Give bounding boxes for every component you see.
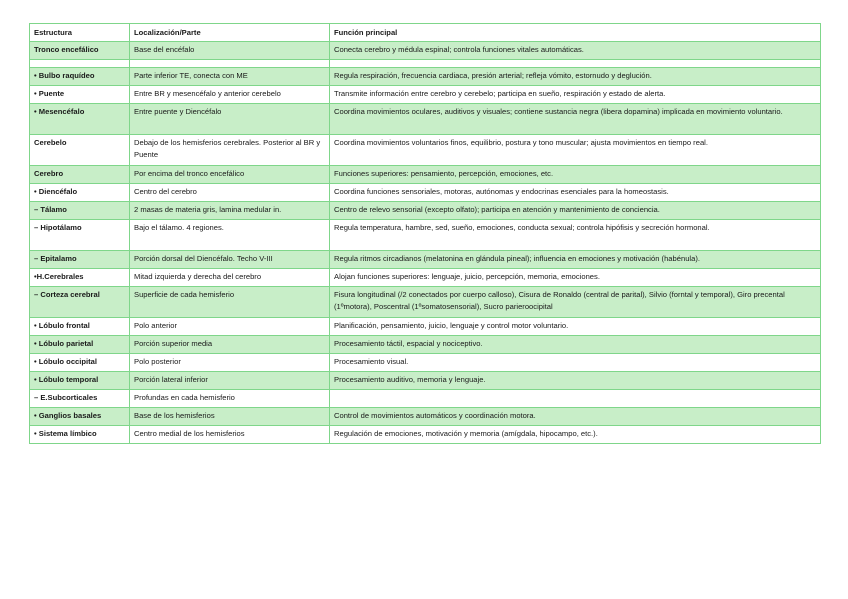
cell-estructura: Cerebelo	[30, 135, 130, 166]
cell-funcion	[330, 60, 821, 68]
cell-funcion: Regula ritmos circadianos (melatonina en glándula pineal); influencia en emociones y motivación (habénula).	[330, 251, 821, 269]
table-row	[30, 220, 821, 251]
cell-estructura: • Diencéfalo	[30, 184, 130, 202]
table-row	[30, 318, 821, 336]
cell-funcion	[330, 390, 821, 408]
cell-estructura: • Lóbulo temporal	[30, 372, 130, 390]
cell-funcion: Planificación, pensamiento, juicio, lenguaje y control motor voluntario.	[330, 318, 821, 336]
table-row	[30, 184, 821, 202]
table-row	[30, 408, 821, 426]
header-estructura: Estructura	[30, 24, 130, 42]
table-row	[30, 251, 821, 269]
cell-funcion: Coordina movimientos oculares, auditivos y visuales; contiene sustancia negra (libera dopamina) implicada en movimiento voluntario.	[330, 104, 821, 135]
cell-funcion: Funciones superiores: pensamiento, percepción, emociones, etc.	[330, 166, 821, 184]
table-row	[30, 372, 821, 390]
cell-localizacion: Polo anterior	[130, 318, 330, 336]
cell-localizacion: Polo posterior	[130, 354, 330, 372]
table-row	[30, 426, 821, 444]
cell-funcion: Coordina movimientos voluntarios finos, equilibrio, postura y tono muscular; ajusta movimientos en tiempo real.	[330, 135, 821, 166]
cell-funcion: Regula respiración, frecuencia cardiaca, presión arterial; refleja vómito, estornudo y deglución.	[330, 68, 821, 86]
cell-funcion: Coordina funciones sensoriales, motoras, autónomas y endocrinas esenciales para la homeostasis.	[330, 184, 821, 202]
cell-localizacion: Base del encéfalo	[130, 42, 330, 60]
cell-estructura: • Mesencéfalo	[30, 104, 130, 135]
cell-funcion: Alojan funciones superiores: lenguaje, juicio, percepción, memoria, emociones.	[330, 269, 821, 287]
table-row	[30, 42, 821, 60]
cell-localizacion: Superficie de cada hemisferio	[130, 287, 330, 318]
cell-funcion: Procesamiento táctil, espacial y nociceptivo.	[330, 336, 821, 354]
cell-localizacion: Entre puente y Diencéfalo	[130, 104, 330, 135]
cell-localizacion: Profundas en cada hemisferio	[130, 390, 330, 408]
header-row	[30, 24, 821, 42]
cell-funcion: Regulación de emociones, motivación y memoria (amígdala, hipocampo, etc.).	[330, 426, 821, 444]
cell-funcion: Regula temperatura, hambre, sed, sueño, emociones, conducta sexual; controla hipófisis y secreción hormonal.	[330, 220, 821, 251]
table-row	[30, 354, 821, 372]
cell-estructura: – Tálamo	[30, 202, 130, 220]
table-row	[30, 336, 821, 354]
table-row	[30, 269, 821, 287]
cell-localizacion: Parte inferior TE, conecta con ME	[130, 68, 330, 86]
cell-localizacion: Porción superior media	[130, 336, 330, 354]
cell-localizacion	[130, 60, 330, 68]
cell-localizacion: Porción lateral inferior	[130, 372, 330, 390]
cell-localizacion: 2 masas de materia gris, lamina medular in.	[130, 202, 330, 220]
table-row	[30, 287, 821, 318]
cell-funcion: Fisura longitudinal (/2 conectados por cuerpo calloso), Cisura de Ronaldo (central de parital), Silvio (forntal y temporal), Giro precental (1ºmotora), Poscentral (1ºsomatosensorial), Sucro parieroocipital	[330, 287, 821, 318]
cell-estructura	[30, 60, 130, 68]
cell-localizacion: Porción dorsal del Diencéfalo. Techo V-III	[130, 251, 330, 269]
cell-localizacion: Entre BR y mesencéfalo y anterior cerebelo	[130, 86, 330, 104]
cell-localizacion: Centro del cerebro	[130, 184, 330, 202]
cell-localizacion: Debajo de los hemisferios cerebrales. Posterior al BR y Puente	[130, 135, 330, 166]
cell-localizacion: Base de los hemisferios	[130, 408, 330, 426]
cell-estructura: • Sistema límbico	[30, 426, 130, 444]
table-row	[30, 135, 821, 166]
table-row	[30, 202, 821, 220]
table-row	[30, 390, 821, 408]
cell-funcion: Transmite información entre cerebro y cerebelo; participa en sueño, respiración y estado de alerta.	[330, 86, 821, 104]
cell-estructura: – Epitalamo	[30, 251, 130, 269]
cell-funcion: Centro de relevo sensorial (excepto olfato); participa en atención y mantenimiento de conciencia.	[330, 202, 821, 220]
cell-localizacion: Mitad izquierda y derecha del cerebro	[130, 269, 330, 287]
cell-estructura: Tronco encefálico	[30, 42, 130, 60]
cell-funcion: Control de movimientos automáticos y coordinación motora.	[330, 408, 821, 426]
header-funcion: Función principal	[330, 24, 821, 42]
cell-estructura: – Hipotálamo	[30, 220, 130, 251]
header-localizacion: Localización/Parte	[130, 24, 330, 42]
cell-estructura: • Lóbulo occipital	[30, 354, 130, 372]
table-row	[30, 104, 821, 135]
cell-estructura: •H.Cerebrales	[30, 269, 130, 287]
cell-estructura: • Lóbulo parietal	[30, 336, 130, 354]
table-row	[30, 166, 821, 184]
cell-estructura: • Lóbulo frontal	[30, 318, 130, 336]
cell-estructura: Cerebro	[30, 166, 130, 184]
cell-localizacion: Bajo el tálamo. 4 regiones.	[130, 220, 330, 251]
table-row	[30, 68, 821, 86]
cell-estructura: • Ganglios basales	[30, 408, 130, 426]
cell-estructura: • Puente	[30, 86, 130, 104]
cell-estructura: – Corteza cerebral	[30, 287, 130, 318]
cell-estructura: – E.Subcorticales	[30, 390, 130, 408]
cell-localizacion: Centro medial de los hemisferios	[130, 426, 330, 444]
cell-funcion: Procesamiento visual.	[330, 354, 821, 372]
cell-funcion: Conecta cerebro y médula espinal; controla funciones vitales automáticas.	[330, 42, 821, 60]
table-row-empty	[30, 60, 821, 68]
structures-table	[29, 23, 821, 444]
cell-estructura: • Bulbo raquídeo	[30, 68, 130, 86]
table-row	[30, 86, 821, 104]
cell-funcion: Procesamiento auditivo, memoria y lenguaje.	[330, 372, 821, 390]
cell-localizacion: Por encima del tronco encefálico	[130, 166, 330, 184]
